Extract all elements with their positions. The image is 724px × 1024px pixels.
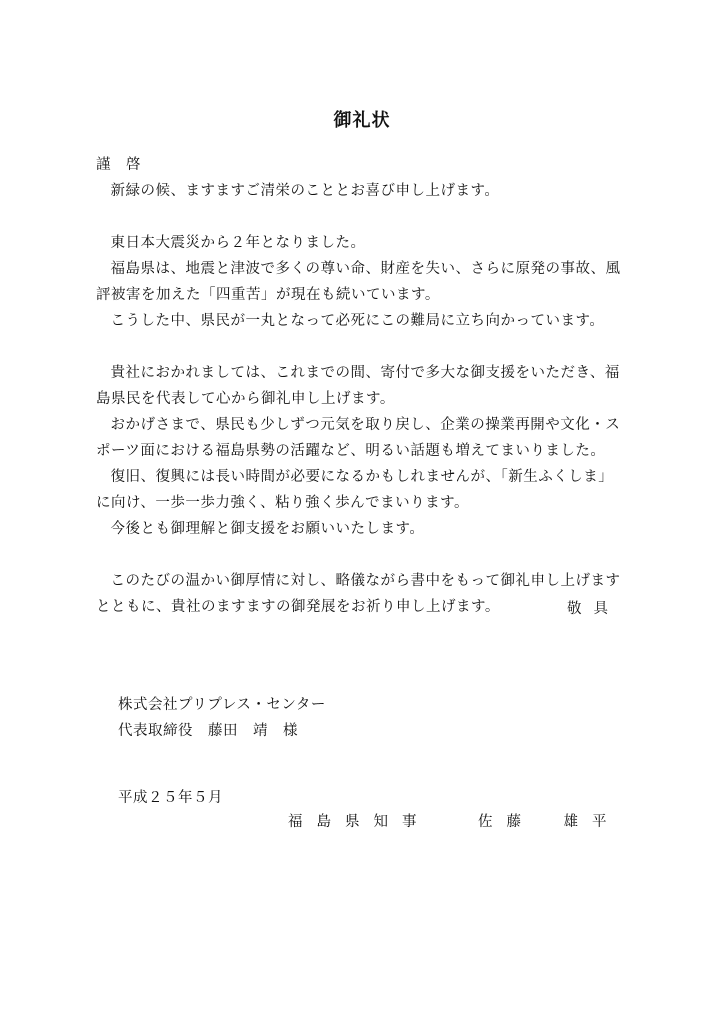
paragraph-fukushima: 福島県は、地震と津波で多くの尊い命、財産を失い、さらに原発の事故、風評被害を加えた「四重苦」が現在も続いています。: [96, 261, 621, 303]
closing-phrase: 敬具: [567, 601, 620, 617]
paragraph-closing-remarks: このたびの温かい御厚情に対し、略儀ながら書中をもって御礼申し上げますとともに、貴社のますますの御発展をお祈り申し上げます。: [96, 573, 621, 615]
paragraph-greeting: 新緑の候、ますますご清栄のこととお喜び申し上げます。: [110, 183, 500, 199]
signature-block: [288, 810, 621, 831]
paragraph-reconstruction: 復旧、復興には長い時間が必要になるかもしれませんが、「新生ふくしま」に向け、一歩一歩力強く、粘り強く歩んでまいります。: [96, 469, 614, 511]
paragraph-residents: こうした中、県民が一丸となって必死にこの難局に立ち向かっています。: [110, 313, 605, 329]
paragraph-gap: [96, 542, 626, 568]
addressee-block: [118, 692, 326, 744]
signature-office: 福島県知事: [288, 814, 431, 830]
signature-name: 佐藤 雄平: [478, 814, 621, 830]
paragraph-recovery: おかげさまで、県民も少しずつ元気を取り戻し、企業の操業再開や文化・スポーツ面における福島県勢の活躍など、明るい話題も増えてまいりました。: [96, 417, 621, 459]
addressee-company: 株式会社プリプレス・センター: [118, 697, 326, 713]
addressee-person: 代表取締役 藤田 靖 様: [118, 723, 298, 739]
letter-body: [96, 152, 626, 620]
paragraph-disaster: 東日本大震災から２年となりました。: [110, 235, 366, 251]
paragraph-gap: [96, 334, 626, 360]
salutation: 謹 啓: [96, 157, 141, 173]
letter-title: 御礼状: [333, 110, 391, 131]
letter-date: 平成２５年５月: [118, 790, 223, 806]
paragraph-request: 今後とも御理解と御支援をお願いいたします。: [110, 521, 425, 537]
paragraph-gap: [96, 204, 626, 230]
paragraph-thanks: 貴社におかれましては、これまでの間、寄付で多大な御支援をいただき、福島県民を代表して心から御礼申し上げます。: [96, 365, 620, 407]
